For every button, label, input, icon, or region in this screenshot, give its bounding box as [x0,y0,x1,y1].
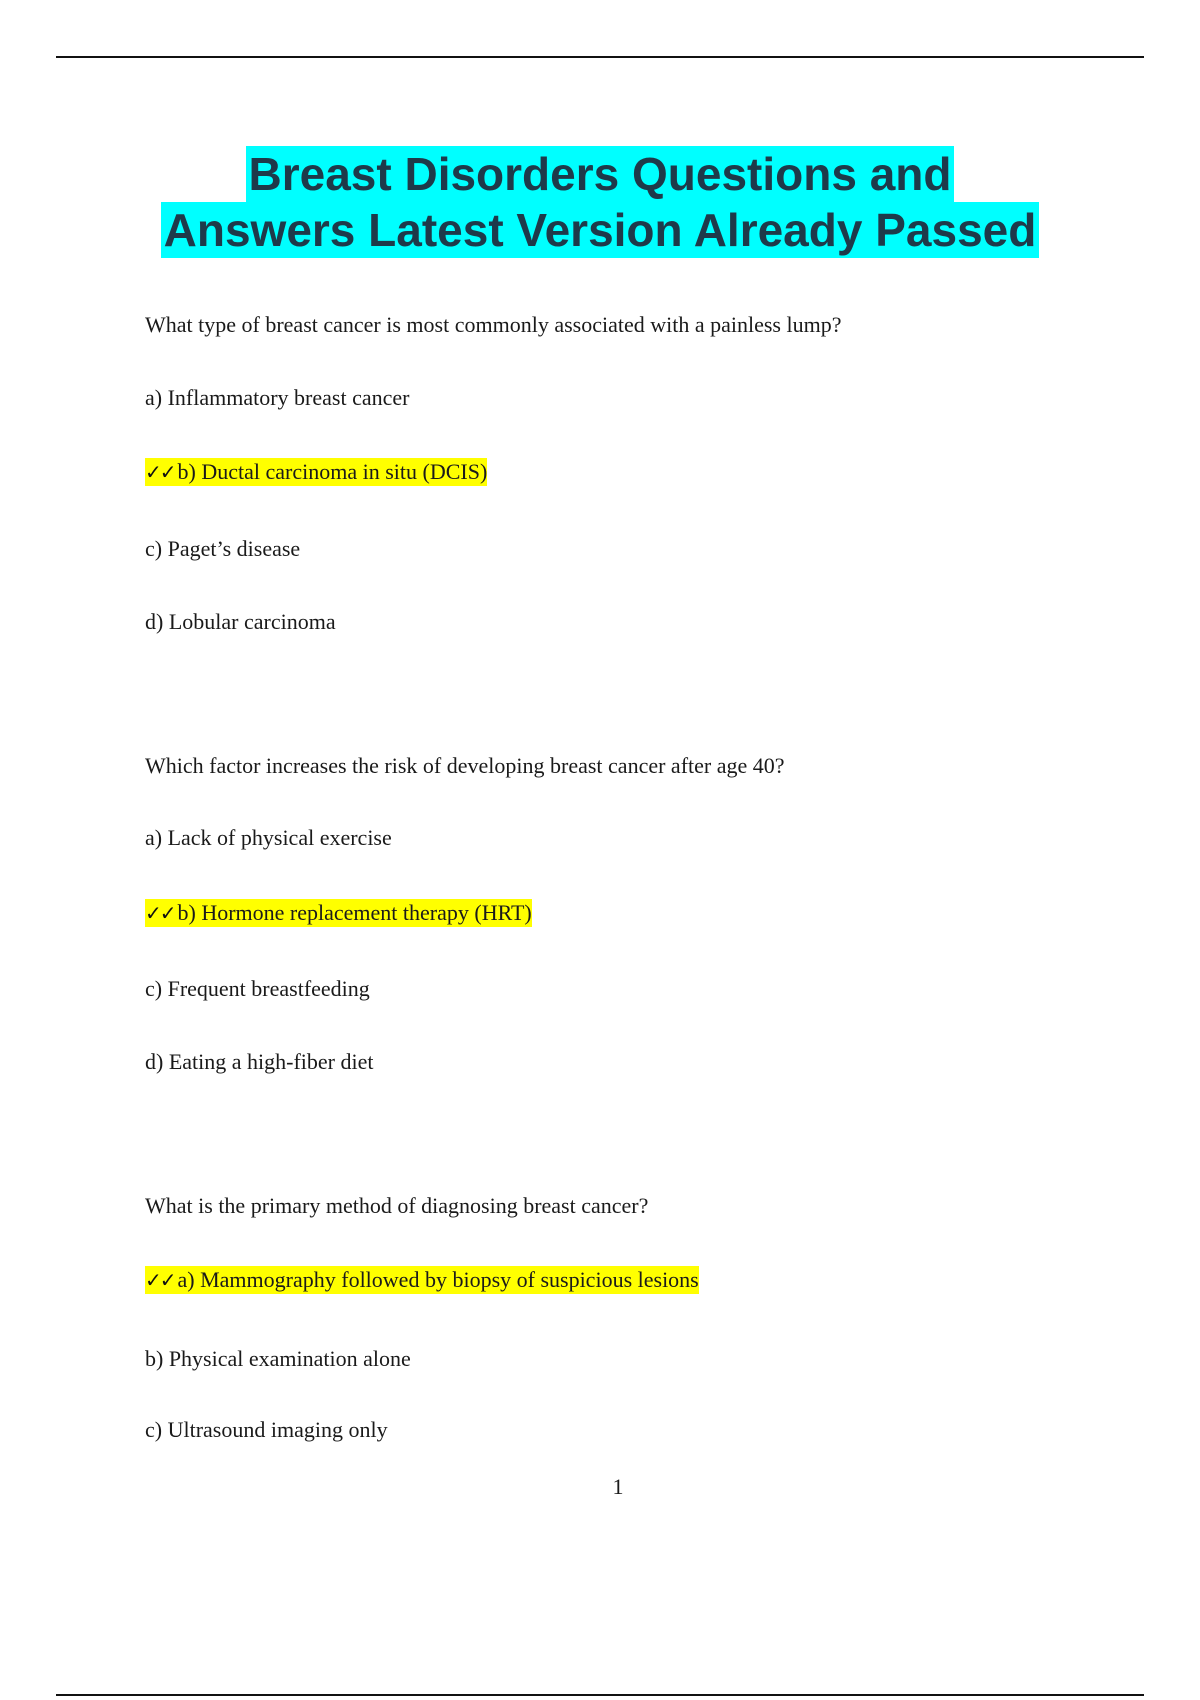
option-label: b) Ductal carcinoma in situ (DCIS) [177,459,488,484]
option-label: b) Hormone replacement therapy (HRT) [177,900,532,925]
title-line-1: Breast Disorders Questions and [246,146,955,202]
question-2-text: Which factor increases the risk of developing breast cancer after age 40? [145,753,785,778]
option-label: a) Mammography followed by biopsy of suspicious lesions [177,1267,699,1292]
question-1-option-b-correct [145,458,487,486]
page-number: 1 [612,1474,624,1499]
top-rule [56,56,1144,58]
question-3-option-a-correct [145,1266,699,1294]
question-2-option-d: d) Eating a high-fiber diet [145,1049,374,1074]
question-1-option-d: d) Lobular carcinoma [145,609,336,634]
question-3-text: What is the primary method of diagnosing breast cancer? [145,1193,649,1218]
title-line-2: Answers Latest Version Already Passed [161,202,1040,258]
double-check-icon: ✓✓ [145,1268,175,1292]
question-3-option-c: c) Ultrasound imaging only [145,1417,388,1442]
question-3-option-b: b) Physical examination alone [145,1346,411,1371]
question-1-option-c: c) Paget’s disease [145,536,301,561]
question-1-option-a: a) Inflammatory breast cancer [145,385,410,410]
question-1-text: What type of breast cancer is most commonly associated with a painless lump? [145,312,842,337]
question-2-option-b-correct [145,899,532,927]
question-2-option-a: a) Lack of physical exercise [145,825,392,850]
question-2-option-c: c) Frequent breastfeeding [145,976,370,1001]
double-check-icon: ✓✓ [145,901,175,925]
document-title [0,146,1200,258]
double-check-icon: ✓✓ [145,460,175,484]
bottom-rule [56,1694,1144,1696]
